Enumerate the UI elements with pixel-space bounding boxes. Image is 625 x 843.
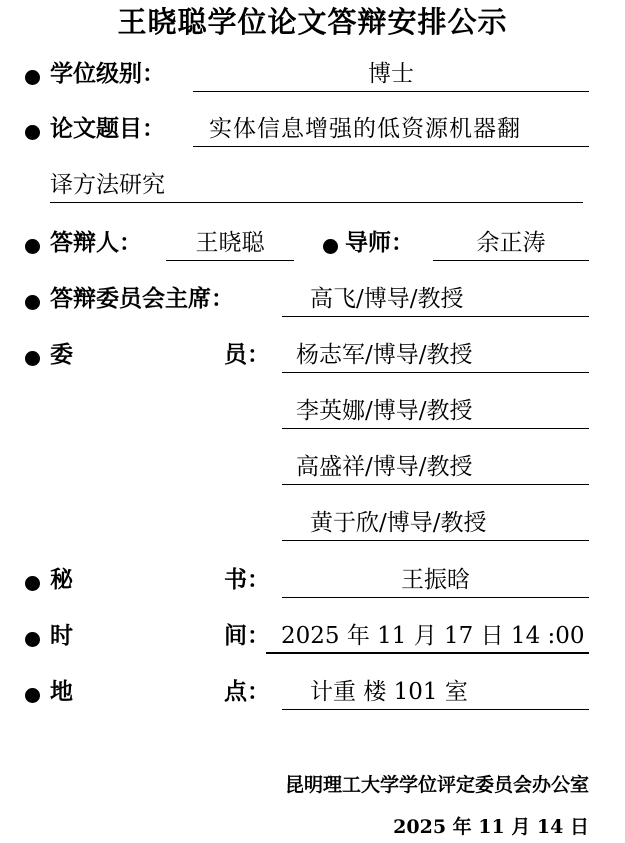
members-label-a: 委 xyxy=(50,341,73,368)
members-row-3 xyxy=(0,449,625,485)
secretary-row xyxy=(0,562,625,598)
time-label-b: 间： xyxy=(224,622,270,649)
page-title: 王晓聪学位论文答辩安排公示 xyxy=(117,5,508,39)
thesis-row xyxy=(0,111,625,147)
time-label-a: 时 xyxy=(50,622,73,649)
member-3: 高盛祥/博导/教授 xyxy=(282,449,589,485)
degree-label: 学位级别： xyxy=(50,60,165,87)
place-row xyxy=(0,674,625,710)
thesis-title-line2: 译方法研究 xyxy=(50,167,583,203)
thesis-row-continued xyxy=(0,167,625,203)
bullet-icon xyxy=(323,239,338,254)
bullet-icon xyxy=(25,576,40,591)
bullet-icon xyxy=(25,295,40,310)
degree-row xyxy=(0,56,625,92)
member-2: 李英娜/博导/教授 xyxy=(282,393,589,429)
member-4: 黄于欣/博导/教授 xyxy=(282,505,589,541)
place-value: 计重 楼 101 室 xyxy=(282,674,589,710)
bullet-icon xyxy=(25,688,40,703)
place-label-a: 地 xyxy=(50,678,73,705)
advisor-value: 余正涛 xyxy=(433,225,589,261)
secretary-label-b: 书： xyxy=(224,566,270,593)
footer-office: 昆明理工大学学位评定委员会办公室 xyxy=(284,774,589,796)
thesis-title-line1: 实体信息增强的低资源机器翻 xyxy=(193,111,589,147)
bullet-icon xyxy=(25,351,40,366)
chair-label: 答辩委员会主席： xyxy=(50,285,234,312)
members-row xyxy=(0,337,625,373)
members-label-b: 员： xyxy=(224,341,270,368)
members-row-4 xyxy=(0,505,625,541)
secretary-label-a: 秘 xyxy=(50,566,73,593)
defender-value: 王晓聪 xyxy=(166,225,294,261)
place-label-b: 点： xyxy=(224,678,270,705)
footer-date: 2025 年 11 月 14 日 xyxy=(393,816,589,838)
chair-row xyxy=(0,281,625,317)
advisor-label: 导师： xyxy=(345,229,414,256)
bullet-icon xyxy=(25,632,40,647)
member-1: 杨志军/博导/教授 xyxy=(282,337,589,373)
thesis-label: 论文题目： xyxy=(50,115,165,142)
bullet-icon xyxy=(25,125,40,140)
time-value: 2025 年 11 月 17 日 14 :00 xyxy=(266,618,589,654)
members-row-2 xyxy=(0,393,625,429)
secretary-value: 王振晗 xyxy=(282,562,589,598)
time-row xyxy=(0,618,625,654)
bullet-icon xyxy=(25,70,40,85)
bullet-icon xyxy=(25,239,40,254)
chair-value: 高飞/博导/教授 xyxy=(282,281,589,317)
degree-value: 博士 xyxy=(193,56,589,92)
defender-row xyxy=(0,225,625,261)
defender-label: 答辩人： xyxy=(50,229,142,256)
